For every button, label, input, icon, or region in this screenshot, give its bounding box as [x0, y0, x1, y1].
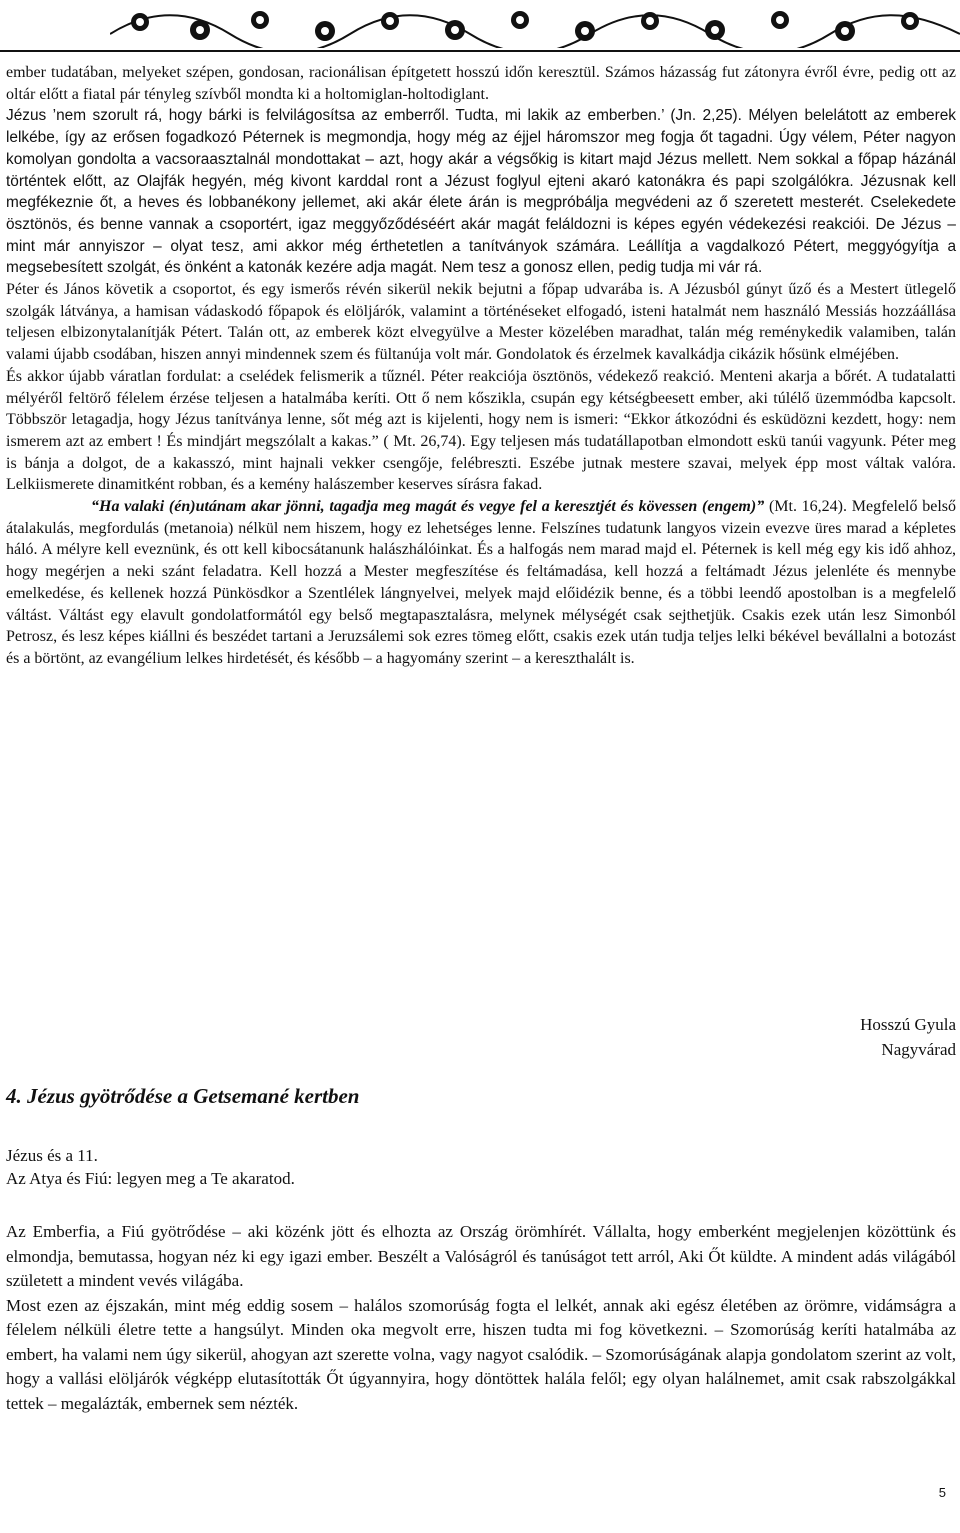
- paragraph: ember tudatában, melyeket szépen, gondosan, racionálisan építgetett hosszú időn keresztül. Számos házasság fut zátonyra évről évre, pedig ott az oltár előtt a fiatal pár tényleg szívből mondta ki a holtomiglan-holtodiglant.: [6, 64, 956, 103]
- paragraph: Az Emberfia, a Fiú gyötrődése – aki közénk jött és elhozta az Ország örömhírét. Vállalta, hogy emberként megjelenjen közöttünk és elmondja, bemutassa, hogyan néz ki egy igazi ember. Beszélt a Valóságról és tanúságot tett arról, Aki Őt küldte. A mindent adás világából született a mindent vevés világába.: [6, 1222, 956, 1290]
- quote-continuation: (Mt. 16,24). Megfelelő belső átalakulás, megfordulás (metanoia) nélkül nem hiszem, hogy ez lehetséges lenne. Felszínes tudatunk langyos vizein evezve üres marad a képletes háló. A mélyre kell eveznünk, és ott kell kibocsátanunk halászhálóinkat. És a halfogás nem marad majd el. Péternek is kell még egy kis idő ahhoz, hogy megérjen a neki szánt feladatra. Kell hozzá a Mester megfeszítése és feltámadása, kell hozzá a feltámadt Jézus jelenléte és mennybe emelkedése, és kellenek hozzá Pünkösdkor a Szentlélek lángnyelvei, melyek majd előidézik benne, és a többi leendő apostolban is a megfelelő váltást. Váltást egy elavult gondolatformától egy belső megtapasztalásra, melynek mélységét csak sejthetjük. Csakis ezek után lesz Simonból Petrosz, és lesz képes kiállni és beszédet tartani a Jeruzsálemi sok ezres tömeg előtt, csakis ezek után tudja teljes lelki békével bevállalni a botozást és a börtönt, az evangélium lelkes hirdetését, és később – a hagyomány szerint – a kereszthalált is.: [6, 498, 957, 667]
- bible-quote: “Ha valaki (én)utánam akar jönni, tagadja meg magát és vegye fel a keresztjét és kövessen (engem)”: [91, 498, 765, 516]
- subtitle-line: Jézus és a 11.: [6, 1146, 98, 1165]
- paragraph: Péter és János követik a csoportot, és egy ismerős révén sikerül nekik bejutni a főpap udvarába is. A Jézusból gúnyt űző és a Mestert ütlegelő szolgák látványa, a hamisan vádaskodó főpapok és elöljárók, valamint a történéseket elfogadó, isteni hatalmát nem használó Messiás hozzáállása teljesen elbizonytalanítják Pétert. Talán ott, az emberek közt elvegyülve a Mester közelében maradhat, talán még reménykedik valamiben, talán valami újabb csodában, hiszen annyi mindennek szem és fültanúja volt már. Gondolatok és érzelmek kavalkádja cikázik hősünk elméjében.: [6, 281, 956, 364]
- signature: [860, 1012, 956, 1062]
- paragraph: És akkor újabb váratlan fordulat: a cselédek felismerik a tűznél. Péter reakciója ösztönös, védekező reakció. Menteni akarja a bőrét. A tudatalatti mélyéről feltörő félelem érzése teljesen a hatalmába keríti. Ott ő nem kőszikla, csupán egy kétségbeesett ember, aki túlélő üzemmódba kapcsolt. Többször letagadja, hogy Jézus tanítványa lenne, sőt még azt is kijelenti, hogy nem is ismeri: “Ekkor átkozódni és esküdözni kezdett, hogy: nem ismerem azt az embert ! És mindjárt megszólalt a kakas.” ( Mt. 26,74). Egy teljesen más tudatállapotban elmondott eskü tanúi vagyunk. Péter meg is bánja a dolgot, de a kakasszó, mint hajnali vekker csengője, felébreszti. Eszébe jutnak mestere szavai, melyek épp most váltak valóra. Lelkiismerete dinamitként robban, és a kemény halászember keserves sírásra fakad.: [6, 367, 956, 494]
- page-number: 5: [938, 1485, 946, 1500]
- author-place: Nagyvárad: [881, 1040, 956, 1059]
- section-heading: 4. Jézus gyötrődése a Getsemané kertben: [6, 1084, 360, 1108]
- author-name: Hosszú Gyula: [860, 1015, 956, 1034]
- header-rule: [0, 50, 960, 52]
- section-body: [6, 1220, 956, 1416]
- section-subtitle: [6, 1144, 295, 1190]
- quote-paragraph: [6, 496, 956, 670]
- subtitle-line: Az Atya és Fiú: legyen meg a Te akaratod.: [6, 1169, 295, 1188]
- paragraph: Most ezen az éjszakán, mint még eddig sosem – halálos szomorúság fogta el lelkét, annak aki egész életében az örömre, vidámságra a félelem nélküli életre tette a hangsúlyt. Minden oka megvolt erre, hiszen tudta mi fog következni. – Szomorúság keríti hatalmába az embert, ha valami nem úgy sikerül, ahogyan azt szerette volna, vagy nagyot csalódik. – Szomorúságának alapja gondolatom szerint az volt, hogy a vallási elöljárók végképp elutasították Őt úgyannyira, hogy döntöttek halála felől; egy olyan halálnemet, amit csak rabszolgákkal tettek – megalázták, embernek sem nézték.: [6, 1295, 956, 1413]
- article-body: [6, 62, 956, 670]
- floral-border-ornament: [110, 4, 960, 48]
- paragraph: Jézus ’nem szorult rá, hogy bárki is felvilágosítsa az emberről. Tudta, mi lakik az emberben.’ (Jn. 2,25). Mélyen belelátott az emberek lelkébe, így az erősen fogadkozó Péternek is megmondja, hogy még az éjjel háromszor meg fogja őt tagadni. Úgy vélem, Péter nagyon komolyan gondolta a vacsoraasztalnál mondottakat – azt, hogy akár a végsőkig is kitart majd Jézus mellett. Nem sokkal a főpap házánál történtek előtt, az Olajfák hegyén, még kivont karddal ront a Jézust foglyul ejteni akaró katonákra és papi szolgálókra. Jézusnak kell megfékeznie őt, a heves és lobbanékony jellemet, aki akár élete árán is megpróbálja megvédeni az ő szeretett mesterét. Cselekedete ösztönös, és benne vannak a csoportért, igaz meggyőződéséért akár magát feláldozni is képes egyén védekezési reakciói. De Jézus – mint már annyiszor – olyat tesz, ami akkor még érthetetlen a tanítványok számára. Leállítja a vagdalkozó Pétert, meggyógyítja a megsebesített szolgát, és önként a katonák kezére adja magát. Nem tesz a gonosz ellen, pedig tudja mi vár rá.: [6, 107, 956, 277]
